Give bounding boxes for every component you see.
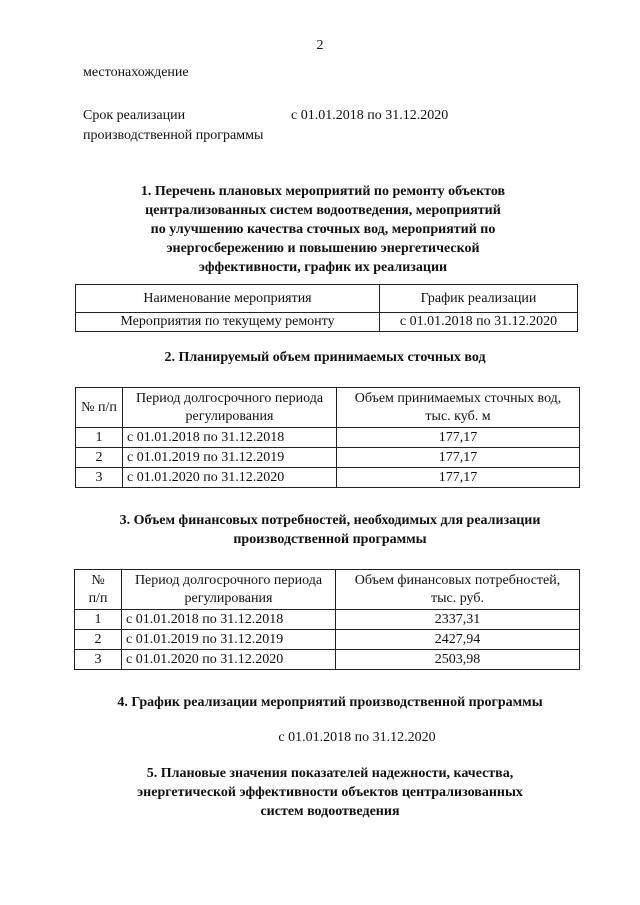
header-period-line: Период долгосрочного периода <box>135 390 324 406</box>
cell-finance: 2503,98 <box>336 650 580 670</box>
header-finance-line: тыс. руб. <box>431 590 484 606</box>
cell-volume: 177,17 <box>337 468 580 488</box>
cell-num: 1 <box>75 610 122 630</box>
page-number: 2 <box>316 38 324 53</box>
section2-table <box>75 387 580 488</box>
cell-num: 2 <box>75 630 122 650</box>
location-label: местонахождение <box>83 65 189 80</box>
header-volume-line: тыс. куб. м <box>425 408 491 424</box>
section3-title-line: производственной программы <box>233 532 427 547</box>
term-label-line2: производственной программы <box>83 128 264 143</box>
cell-period: с 01.01.2018 по 31.12.2018 <box>122 610 336 630</box>
header-volume <box>337 388 580 428</box>
header-period-line: Период долгосрочного периода <box>134 572 323 588</box>
header-period-line: регулирования <box>184 590 273 606</box>
header-measure-name: Наименование мероприятия <box>76 285 380 313</box>
header-num: № п/п <box>76 388 123 428</box>
header-num <box>75 570 122 610</box>
section1-title <box>83 182 563 277</box>
table-header-row <box>75 570 580 610</box>
table-row <box>75 650 580 670</box>
section2-title: 2. Планируемый объем принимаемых сточных вод <box>164 350 486 365</box>
section3-title-line: 3. Объем финансовых потребностей, необходимых для реализации <box>119 513 541 528</box>
cell-num: 3 <box>75 650 122 670</box>
section1-title-line: эффективности, график их реализации <box>198 260 448 275</box>
table-row <box>76 313 578 332</box>
cell-schedule: с 01.01.2018 по 31.12.2020 <box>380 313 578 332</box>
table-header-row <box>76 285 578 313</box>
section5-title-line: энергетической эффективности объектов централизованных <box>137 785 523 800</box>
header-num-line: № <box>91 572 105 588</box>
cell-period: с 01.01.2019 по 31.12.2019 <box>122 630 336 650</box>
table-row <box>75 610 580 630</box>
section1-title-line: энергосбережению и повышению энергетической <box>166 241 480 256</box>
header-schedule: График реализации <box>380 285 578 313</box>
table-header-row <box>76 388 580 428</box>
header-volume-line: Объем принимаемых сточных вод, <box>354 390 562 406</box>
cell-finance: 2337,31 <box>336 610 580 630</box>
cell-num: 3 <box>76 468 123 488</box>
cell-finance: 2427,94 <box>336 630 580 650</box>
section3-table <box>74 569 580 670</box>
section3-title <box>60 511 600 549</box>
cell-measure: Мероприятия по текущему ремонту <box>76 313 380 332</box>
cell-volume: 177,17 <box>337 448 580 468</box>
cell-period: с 01.01.2018 по 31.12.2018 <box>123 428 337 448</box>
section1-title-line: по улучшению качества сточных вод, мероприятий по <box>150 222 496 237</box>
cell-num: 1 <box>76 428 123 448</box>
cell-period: с 01.01.2019 по 31.12.2019 <box>123 448 337 468</box>
header-period-line: регулирования <box>185 408 274 424</box>
section4-title: 4. График реализации мероприятий производственной программы <box>117 695 543 710</box>
cell-num: 2 <box>76 448 123 468</box>
table-row <box>76 468 580 488</box>
term-label-line1: Срок реализации <box>83 108 186 123</box>
header-period <box>123 388 337 428</box>
cell-volume: 177,17 <box>337 428 580 448</box>
header-period <box>122 570 336 610</box>
term-value: с 01.01.2018 по 31.12.2020 <box>291 108 449 123</box>
section5-title <box>80 764 580 821</box>
header-finance <box>336 570 580 610</box>
section5-title-line: 5. Плановые значения показателей надежности, качества, <box>146 766 514 781</box>
section5-title-line: систем водоотведения <box>260 804 400 819</box>
section4-value: с 01.01.2018 по 31.12.2020 <box>278 730 436 745</box>
table-row <box>75 630 580 650</box>
section1-title-line: 1. Перечень плановых мероприятий по ремонту объектов <box>140 184 506 199</box>
table-row <box>76 448 580 468</box>
section1-table <box>75 284 578 332</box>
cell-period: с 01.01.2020 по 31.12.2020 <box>122 650 336 670</box>
header-num-line: п/п <box>88 590 108 606</box>
cell-period: с 01.01.2020 по 31.12.2020 <box>123 468 337 488</box>
table-row <box>76 428 580 448</box>
section1-title-line: централизованных систем водоотведения, мероприятий <box>145 203 501 218</box>
header-finance-line: Объем финансовых потребностей, <box>354 572 561 588</box>
